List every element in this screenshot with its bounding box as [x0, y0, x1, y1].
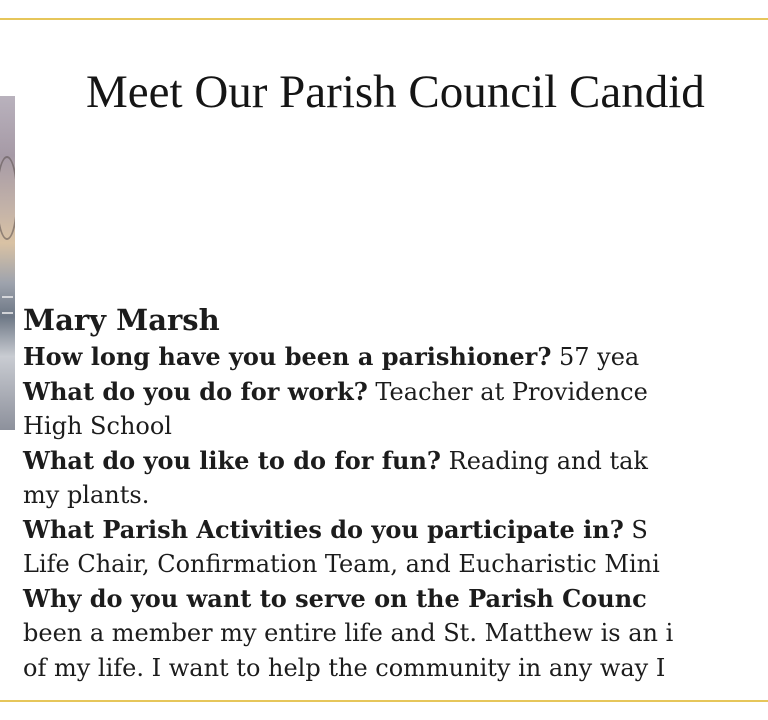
page-title: Meet Our Parish Council Candid [86, 66, 705, 118]
question-tenure: How long have you been a parishioner? [23, 342, 552, 371]
answer-reason-line-1: been a member my entire life and St. Matthew is an i [23, 619, 674, 647]
answer-tenure: 57 yea [551, 343, 640, 371]
answer-work: Teacher at Providence [367, 377, 648, 406]
answer-reason-line-2: of my life. I want to help the community in any way I [23, 653, 666, 682]
qa-activities [23, 513, 768, 548]
answer-activities-cont: Life Chair, Confirmation Team, and Eucharistic Mini [23, 550, 660, 578]
answer-work-cont: High School [23, 412, 172, 440]
candidate-photo [0, 96, 15, 430]
qa-fun [23, 444, 768, 479]
qa-tenure [23, 340, 768, 375]
question-reason: Why do you want to serve on the Parish Counc [23, 583, 647, 613]
question-activities: What Parish Activities do you participate in? [23, 514, 624, 544]
candidate-profile [23, 300, 768, 685]
photo-detail-swirl [0, 156, 15, 240]
bottom-gold-rule [0, 700, 768, 702]
question-work: What do you do for work? [23, 376, 368, 406]
answer-fun-cont: my plants. [23, 481, 150, 509]
qa-work [23, 375, 768, 410]
answer-fun: Reading and tak [441, 446, 648, 475]
top-gold-rule [0, 18, 768, 20]
question-fun: What do you like to do for fun? [23, 445, 441, 475]
candidate-name: Mary Marsh [23, 303, 220, 337]
photo-detail-mark [2, 296, 13, 314]
answer-activities: S [623, 515, 648, 544]
qa-reason [23, 582, 768, 617]
